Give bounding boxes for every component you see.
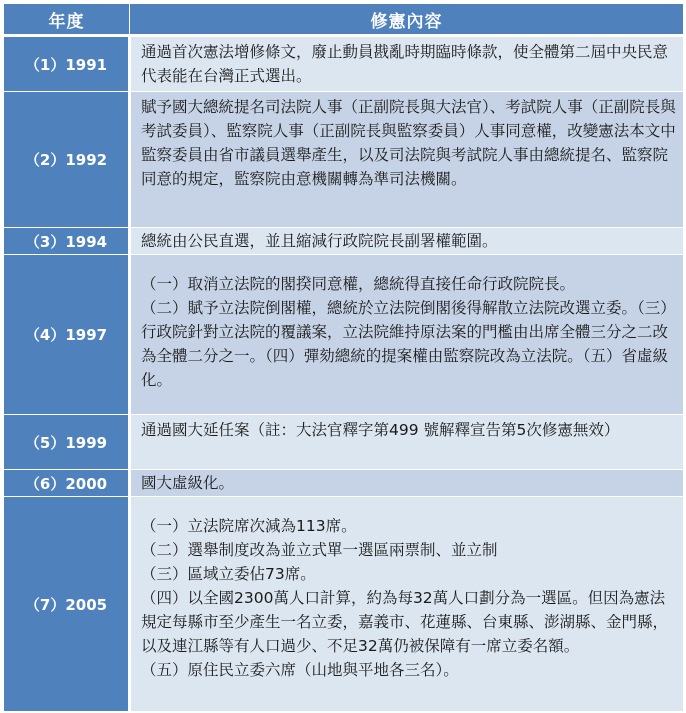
content-cell	[130, 92, 684, 228]
content-cell	[130, 36, 684, 92]
header-year: 年度	[4, 4, 130, 36]
header-content: 修憲內容	[130, 4, 684, 36]
year-cell: （6）2000	[4, 470, 130, 497]
content-cell	[130, 470, 684, 497]
year-cell: （3）1994	[4, 228, 130, 255]
year-cell: （1）1991	[4, 36, 130, 92]
content-paragraph: 通過國大延任案（註：大法官釋字第499 號解釋宣告第5次修憲無效）	[141, 421, 620, 439]
content-paragraph: 國大虛級化。	[141, 474, 235, 492]
table-row	[4, 92, 684, 228]
content-paragraph: （一）取消立法院的閣揆同意權，總統得直接任命行政院院長。	[141, 275, 576, 293]
content-paragraph: （三）區域立委佔73席。	[141, 565, 316, 583]
content-paragraph: （二）選舉制度改為並立式單一選區兩票制、並立制	[141, 541, 498, 559]
year-cell: （7）2005	[4, 497, 130, 712]
content-cell	[130, 228, 684, 255]
content-paragraph: 總統由公民直選，並且縮減行政院院長副署權範圍。	[141, 232, 498, 250]
table-row	[4, 36, 684, 92]
amendment-table-container	[3, 3, 683, 712]
content-paragraph: 通過首次憲法增修條文，廢止動員戡亂時期臨時條款，使全體第二屆中央民意代表能在台灣正式選出。	[141, 43, 669, 85]
content-paragraph: （五）原住民立委六席（山地與平地各三名）。	[141, 661, 459, 679]
table-row	[4, 255, 684, 415]
amendment-table	[3, 3, 684, 712]
table-row	[4, 497, 684, 712]
year-cell: （4）1997	[4, 255, 130, 415]
table-header-row	[4, 4, 684, 36]
table-row	[4, 470, 684, 497]
content-paragraph: （二）賦予立法院倒閣權，總統於立法院倒閣後得解散立法院改選立委。（三）行政院針對立法院的覆議案，立法院維持原法案的門檻由出席全體三分之二改為全體二分之一。（四）彈劾總統的提案權由監察院改為立法院。（五）省虛級化。	[141, 299, 676, 389]
content-paragraph: （一）立法院席次減為113席。	[141, 517, 357, 535]
year-cell: （5）1999	[4, 415, 130, 470]
content-cell	[130, 497, 684, 712]
table-row	[4, 228, 684, 255]
content-paragraph: （四）以全國2300萬人口計算，約為每32萬人口劃分為一選區。但因為憲法規定每縣市至少產生一名立委，嘉義市、花蓮縣、台東縣、澎湖縣、金門縣，以及連江縣等有人口過少、不足32萬仍被保障有一席立委名額。	[141, 589, 669, 655]
content-paragraph: 賦予國大總統提名司法院人事（正副院長與大法官）、考試院人事（正副院長與考試委員）、監察院人事（正副院長與監察委員）人事同意權，改變憲法本文中監察委員由省市議員選舉產生，以及司法院與考試院人事由總統提名、監察院同意的規定，監察院由意機關轉為準司法機關。	[141, 98, 676, 188]
year-cell: （2）1992	[4, 92, 130, 228]
content-cell	[130, 255, 684, 415]
content-cell	[130, 415, 684, 470]
table-row	[4, 415, 684, 470]
